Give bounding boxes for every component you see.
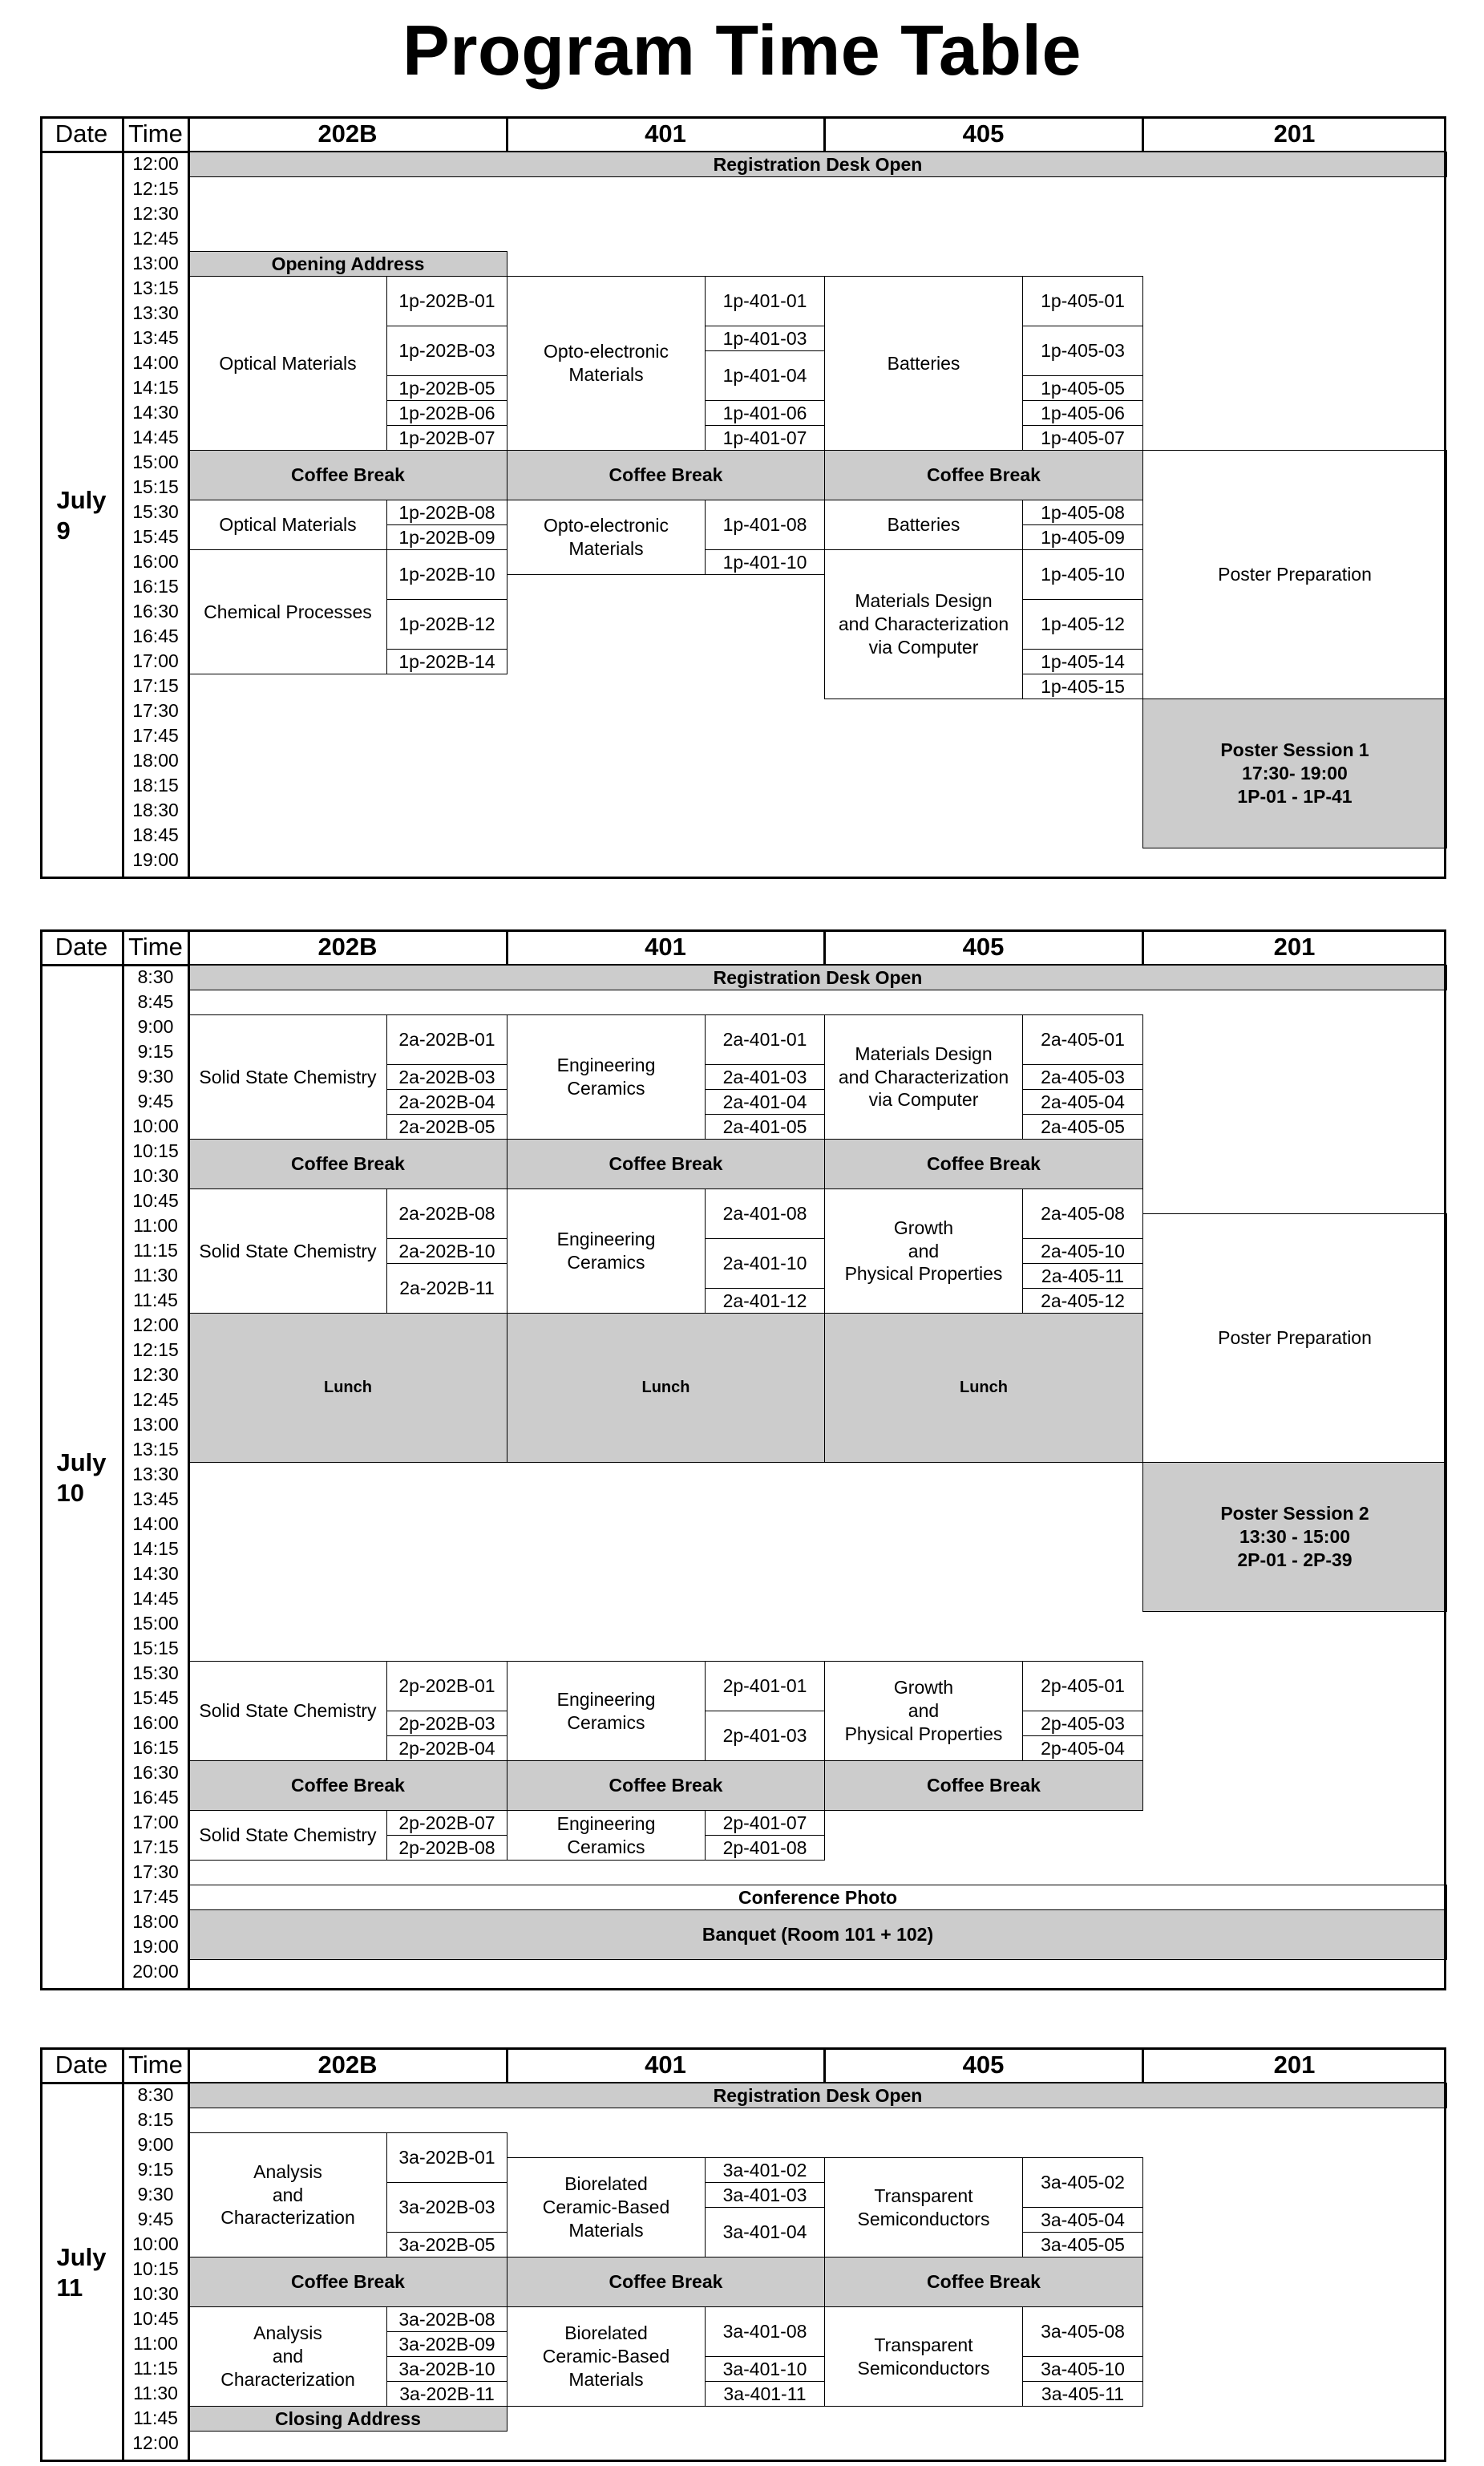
- session-3a-405-04[interactable]: 3a-405-04: [1022, 2207, 1143, 2233]
- session-materials-design[interactable]: Materials Design and Characterization via Computer: [824, 1014, 1023, 1140]
- time-label: 17:15: [132, 1836, 179, 1857]
- time-label: 17:00: [132, 650, 179, 671]
- session-3a-202b-01[interactable]: 3a-202B-01: [386, 2132, 507, 2183]
- time-label: 12:45: [132, 1389, 179, 1410]
- session-3a-202b-05[interactable]: 3a-202B-05: [386, 2232, 507, 2257]
- session-1p-405-09[interactable]: 1p-405-09: [1022, 524, 1143, 550]
- room-header-201: 201: [1273, 119, 1316, 148]
- time-label: 9:45: [137, 2209, 174, 2229]
- time-label: 17:45: [132, 725, 179, 746]
- time-label: 10:45: [132, 1190, 179, 1211]
- session-coffee-break[interactable]: Coffee Break: [507, 450, 825, 500]
- date-header: Date: [55, 2051, 108, 2079]
- time-label: 16:45: [132, 1787, 179, 1808]
- time-label: 11:00: [133, 1215, 178, 1236]
- session-3a-405-08[interactable]: 3a-405-08: [1022, 2306, 1143, 2357]
- time-label: 15:00: [132, 451, 179, 472]
- column-divider: [1142, 929, 1144, 965]
- date-label: July 10: [56, 1448, 107, 1507]
- time-label: 13:15: [132, 277, 179, 298]
- session-2p-405-03[interactable]: 2p-405-03: [1022, 1711, 1143, 1736]
- time-label: 12:30: [132, 203, 179, 224]
- room-header-401: 401: [645, 933, 686, 961]
- session-1p-401-08[interactable]: 1p-401-08: [705, 500, 825, 550]
- time-label: 15:30: [132, 1662, 179, 1683]
- time-label: 15:30: [132, 501, 179, 522]
- session-1p-405-01[interactable]: 1p-405-01: [1022, 276, 1143, 326]
- session-3a-401-02[interactable]: 3a-401-02: [705, 2157, 825, 2183]
- time-label: 12:15: [132, 1339, 179, 1360]
- time-label: 16:15: [132, 576, 179, 597]
- session-2p-202b-08[interactable]: 2p-202B-08: [386, 1835, 507, 1861]
- session-2a-202b-01[interactable]: 2a-202B-01: [386, 1014, 507, 1065]
- session-banquet-room-101-102[interactable]: Banquet (Room 101 + 102): [188, 1909, 1447, 1960]
- column-divider: [188, 2047, 190, 2462]
- session-analysis[interactable]: Analysis and Characterization: [188, 2306, 387, 2407]
- column-divider: [122, 929, 124, 1990]
- session-1p-202b-03[interactable]: 1p-202B-03: [386, 326, 507, 376]
- time-label: 10:15: [132, 1140, 179, 1161]
- session-batteries[interactable]: Batteries: [824, 276, 1023, 451]
- room-header-202b: 202B: [317, 119, 378, 148]
- session-3a-202b-09[interactable]: 3a-202B-09: [386, 2331, 507, 2357]
- time-label: 9:30: [137, 1066, 174, 1087]
- time-label: 11:30: [133, 2383, 178, 2403]
- day-table: [40, 929, 1446, 1990]
- column-divider: [823, 2047, 826, 2083]
- time-label: 12:00: [132, 1314, 179, 1335]
- time-label: 19:00: [132, 849, 179, 870]
- time-label: 14:30: [132, 402, 179, 423]
- session-2a-202b-08[interactable]: 2a-202B-08: [386, 1188, 507, 1239]
- session-2a-405-03[interactable]: 2a-405-03: [1022, 1064, 1143, 1090]
- room-header-401: 401: [645, 2051, 686, 2079]
- session-poster-preparation[interactable]: Poster Preparation: [1142, 450, 1447, 699]
- column-divider: [823, 929, 826, 965]
- session-conference-photo[interactable]: Conference Photo: [188, 1885, 1447, 1910]
- session-3a-202b-08[interactable]: 3a-202B-08: [386, 2306, 507, 2332]
- time-label: 20:00: [132, 1961, 179, 1982]
- session-1p-405-08[interactable]: 1p-405-08: [1022, 500, 1143, 525]
- time-label: 11:00: [133, 2333, 178, 2354]
- session-3a-401-03[interactable]: 3a-401-03: [705, 2182, 825, 2208]
- session-1p-405-12[interactable]: 1p-405-12: [1022, 599, 1143, 650]
- time-label: 16:45: [132, 626, 179, 646]
- session-lunch[interactable]: Lunch: [824, 1313, 1143, 1463]
- day-table: [40, 116, 1446, 879]
- session-coffee-break[interactable]: Coffee Break: [507, 2257, 825, 2307]
- time-label: 13:30: [132, 302, 179, 323]
- session-2a-405-04[interactable]: 2a-405-04: [1022, 1089, 1143, 1115]
- time-label: 11:30: [133, 1265, 178, 1286]
- date-label: July 11: [56, 2243, 107, 2302]
- time-header: Time: [128, 119, 183, 148]
- session-3a-405-11[interactable]: 3a-405-11: [1022, 2381, 1143, 2407]
- column-divider: [506, 116, 508, 152]
- session-poster-session-1[interactable]: Poster Session 1 17:30- 19:00 1P-01 - 1P-41: [1142, 698, 1447, 848]
- session-3a-405-02[interactable]: 3a-405-02: [1022, 2157, 1143, 2208]
- session-1p-401-07[interactable]: 1p-401-07: [705, 425, 825, 451]
- column-divider: [1142, 2047, 1144, 2083]
- column-divider: [188, 929, 190, 1990]
- session-coffee-break[interactable]: Coffee Break: [824, 1139, 1143, 1189]
- session-coffee-break[interactable]: Coffee Break: [507, 1139, 825, 1189]
- date-label: July 9: [56, 486, 107, 545]
- time-label: 11:45: [133, 1290, 178, 1310]
- room-header-405: 405: [962, 119, 1005, 148]
- session-coffee-break[interactable]: Coffee Break: [188, 450, 507, 500]
- session-transparent[interactable]: Transparent Semiconductors: [824, 2157, 1023, 2257]
- time-label: 13:00: [132, 253, 179, 273]
- time-label: 16:30: [132, 1762, 179, 1783]
- time-label: 10:15: [132, 2258, 179, 2279]
- session-2a-202b-04[interactable]: 2a-202B-04: [386, 1089, 507, 1115]
- time-label: 18:15: [132, 775, 179, 796]
- time-label: 13:45: [132, 1488, 179, 1509]
- session-3a-405-05[interactable]: 3a-405-05: [1022, 2232, 1143, 2257]
- date-header: Date: [55, 933, 108, 961]
- session-2a-401-05[interactable]: 2a-401-05: [705, 1114, 825, 1140]
- time-label: 17:15: [132, 675, 179, 696]
- session-2a-405-10[interactable]: 2a-405-10: [1022, 1238, 1143, 1264]
- session-lunch[interactable]: Lunch: [188, 1313, 507, 1463]
- session-engineering[interactable]: Engineering Ceramics: [507, 1661, 706, 1761]
- session-coffee-break[interactable]: Coffee Break: [824, 450, 1143, 500]
- time-label: 16:00: [132, 551, 179, 572]
- room-header-405: 405: [962, 2051, 1005, 2079]
- session-2p-401-03[interactable]: 2p-401-03: [705, 1711, 825, 1761]
- time-label: 15:15: [132, 476, 179, 497]
- session-1p-202b-10[interactable]: 1p-202B-10: [386, 549, 507, 600]
- time-label: 14:45: [132, 427, 179, 447]
- session-closing-address[interactable]: Closing Address: [188, 2406, 507, 2432]
- time-label: 9:30: [137, 2184, 174, 2205]
- column-divider: [823, 116, 826, 152]
- time-label: 9:45: [137, 1091, 174, 1112]
- session-opto-electronic[interactable]: Opto-electronic Materials: [507, 500, 706, 575]
- session-1p-405-03[interactable]: 1p-405-03: [1022, 326, 1143, 376]
- session-1p-401-01[interactable]: 1p-401-01: [705, 276, 825, 326]
- session-2a-401-12[interactable]: 2a-401-12: [705, 1288, 825, 1314]
- session-2a-401-01[interactable]: 2a-401-01: [705, 1014, 825, 1065]
- session-1p-202b-07[interactable]: 1p-202B-07: [386, 425, 507, 451]
- session-coffee-break[interactable]: Coffee Break: [824, 2257, 1143, 2307]
- time-label: 16:15: [132, 1737, 179, 1758]
- session-coffee-break[interactable]: Coffee Break: [188, 1760, 507, 1811]
- session-2p-401-07[interactable]: 2p-401-07: [705, 1810, 825, 1836]
- session-1p-405-15[interactable]: 1p-405-15: [1022, 674, 1143, 699]
- session-2p-401-08[interactable]: 2p-401-08: [705, 1835, 825, 1861]
- session-1p-202b-01[interactable]: 1p-202B-01: [386, 276, 507, 326]
- session-solid-state-chemistry[interactable]: Solid State Chemistry: [188, 1810, 387, 1861]
- session-lunch[interactable]: Lunch: [507, 1313, 825, 1463]
- time-label: 11:15: [133, 2358, 178, 2379]
- session-solid-state-chemistry[interactable]: Solid State Chemistry: [188, 1014, 387, 1140]
- session-growth[interactable]: Growth and Physical Properties: [824, 1661, 1023, 1761]
- session-registration-desk-open[interactable]: Registration Desk Open: [188, 152, 1447, 177]
- time-label: 15:00: [132, 1613, 179, 1634]
- time-header: Time: [128, 2051, 183, 2079]
- session-3a-401-10[interactable]: 3a-401-10: [705, 2356, 825, 2382]
- session-chemical-processes[interactable]: Chemical Processes: [188, 549, 387, 674]
- session-solid-state-chemistry[interactable]: Solid State Chemistry: [188, 1661, 387, 1761]
- session-1p-202b-05[interactable]: 1p-202B-05: [386, 375, 507, 401]
- session-2a-202b-05[interactable]: 2a-202B-05: [386, 1114, 507, 1140]
- session-registration-desk-open[interactable]: Registration Desk Open: [188, 965, 1447, 990]
- session-2a-202b-11[interactable]: 2a-202B-11: [386, 1263, 507, 1314]
- time-label: 18:30: [132, 800, 179, 820]
- column-divider: [188, 116, 190, 879]
- session-3a-202b-10[interactable]: 3a-202B-10: [386, 2356, 507, 2382]
- session-coffee-break[interactable]: Coffee Break: [507, 1760, 825, 1811]
- time-label: 12:30: [132, 1364, 179, 1385]
- session-engineering[interactable]: Engineering Ceramics: [507, 1810, 706, 1861]
- time-label: 14:45: [132, 1588, 179, 1609]
- session-2a-405-08[interactable]: 2a-405-08: [1022, 1188, 1143, 1239]
- session-coffee-break[interactable]: Coffee Break: [824, 1760, 1143, 1811]
- room-header-405: 405: [962, 933, 1005, 961]
- session-1p-401-10[interactable]: 1p-401-10: [705, 549, 825, 575]
- day-table: [40, 2047, 1446, 2462]
- time-label: 17:30: [132, 700, 179, 721]
- time-label: 15:45: [132, 526, 179, 547]
- session-2p-202b-07[interactable]: 2p-202B-07: [386, 1810, 507, 1836]
- time-label: 17:30: [132, 1861, 179, 1882]
- time-label: 11:15: [133, 1240, 178, 1261]
- time-label: 9:00: [137, 1016, 174, 1037]
- time-label: 19:00: [132, 1936, 179, 1957]
- time-label: 15:45: [132, 1687, 179, 1708]
- session-2p-202b-01[interactable]: 2p-202B-01: [386, 1661, 507, 1711]
- session-engineering[interactable]: Engineering Ceramics: [507, 1188, 706, 1314]
- room-header-202b: 202B: [317, 2051, 378, 2079]
- session-3a-401-04[interactable]: 3a-401-04: [705, 2207, 825, 2257]
- session-1p-202b-08[interactable]: 1p-202B-08: [386, 500, 507, 525]
- time-label: 12:45: [132, 228, 179, 249]
- session-1p-401-03[interactable]: 1p-401-03: [705, 326, 825, 351]
- session-2p-202b-03[interactable]: 2p-202B-03: [386, 1711, 507, 1736]
- time-label: 9:15: [137, 1041, 174, 1062]
- session-materials-design[interactable]: Materials Design and Characterization via Computer: [824, 549, 1023, 699]
- time-label: 14:30: [132, 1563, 179, 1584]
- session-optical-materials[interactable]: Optical Materials: [188, 500, 387, 550]
- date-header: Date: [55, 119, 108, 148]
- column-divider: [122, 116, 124, 879]
- time-label: 16:00: [132, 1712, 179, 1733]
- time-label: 10:45: [132, 2308, 179, 2329]
- session-3a-405-10[interactable]: 3a-405-10: [1022, 2356, 1143, 2382]
- time-label: 13:15: [132, 1439, 179, 1460]
- time-label: 8:45: [137, 991, 174, 1012]
- session-2a-401-04[interactable]: 2a-401-04: [705, 1089, 825, 1115]
- session-2p-405-04[interactable]: 2p-405-04: [1022, 1735, 1143, 1761]
- session-1p-202b-09[interactable]: 1p-202B-09: [386, 524, 507, 550]
- session-2a-202b-03[interactable]: 2a-202B-03: [386, 1064, 507, 1090]
- session-2p-405-01[interactable]: 2p-405-01: [1022, 1661, 1143, 1711]
- time-label: 13:30: [132, 1464, 179, 1484]
- time-label: 8:30: [137, 2084, 174, 2105]
- session-2a-401-08[interactable]: 2a-401-08: [705, 1188, 825, 1239]
- session-1p-405-05[interactable]: 1p-405-05: [1022, 375, 1143, 401]
- time-header: Time: [128, 933, 183, 961]
- session-coffee-break[interactable]: Coffee Break: [188, 2257, 507, 2307]
- session-1p-202b-06[interactable]: 1p-202B-06: [386, 400, 507, 426]
- session-poster-preparation[interactable]: Poster Preparation: [1142, 1213, 1447, 1463]
- page-title: Program Time Table: [402, 10, 1082, 90]
- column-divider: [122, 2047, 124, 2462]
- time-label: 14:15: [132, 1538, 179, 1559]
- session-transparent[interactable]: Transparent Semiconductors: [824, 2306, 1023, 2407]
- session-3a-401-08[interactable]: 3a-401-08: [705, 2306, 825, 2357]
- time-label: 16:30: [132, 601, 179, 622]
- session-1p-202b-14[interactable]: 1p-202B-14: [386, 649, 507, 674]
- room-header-401: 401: [645, 119, 686, 148]
- session-analysis[interactable]: Analysis and Characterization: [188, 2132, 387, 2257]
- session-2a-405-05[interactable]: 2a-405-05: [1022, 1114, 1143, 1140]
- session-registration-desk-open[interactable]: Registration Desk Open: [188, 2083, 1447, 2108]
- session-2a-202b-10[interactable]: 2a-202B-10: [386, 1238, 507, 1264]
- time-label: 10:00: [132, 1116, 179, 1136]
- session-2p-401-01[interactable]: 2p-401-01: [705, 1661, 825, 1711]
- time-label: 10:00: [132, 2233, 179, 2254]
- time-label: 11:45: [133, 2407, 178, 2428]
- time-label: 14:15: [132, 377, 179, 398]
- time-label: 13:45: [132, 327, 179, 348]
- session-opto-electronic[interactable]: Opto-electronic Materials: [507, 276, 706, 451]
- time-label: 13:00: [132, 1414, 179, 1435]
- session-3a-202b-03[interactable]: 3a-202B-03: [386, 2182, 507, 2233]
- time-label: 12:00: [132, 153, 179, 174]
- time-label: 17:00: [132, 1812, 179, 1832]
- room-header-201: 201: [1273, 2051, 1316, 2079]
- session-1p-405-14[interactable]: 1p-405-14: [1022, 649, 1143, 674]
- session-2a-401-10[interactable]: 2a-401-10: [705, 1238, 825, 1289]
- session-1p-405-10[interactable]: 1p-405-10: [1022, 549, 1143, 600]
- session-1p-401-06[interactable]: 1p-401-06: [705, 400, 825, 426]
- time-label: 14:00: [132, 1513, 179, 1534]
- session-1p-405-07[interactable]: 1p-405-07: [1022, 425, 1143, 451]
- time-label: 9:00: [137, 2134, 174, 2155]
- time-label: 12:15: [132, 178, 179, 199]
- session-2a-405-01[interactable]: 2a-405-01: [1022, 1014, 1143, 1065]
- session-solid-state-chemistry[interactable]: Solid State Chemistry: [188, 1188, 387, 1314]
- time-label: 8:15: [137, 2109, 174, 2130]
- session-batteries[interactable]: Batteries: [824, 500, 1023, 550]
- session-1p-401-04[interactable]: 1p-401-04: [705, 350, 825, 401]
- column-divider: [506, 929, 508, 965]
- time-label: 15:15: [132, 1638, 179, 1658]
- room-header-202b: 202B: [317, 933, 378, 961]
- column-divider: [1142, 116, 1144, 152]
- session-1p-202b-12[interactable]: 1p-202B-12: [386, 599, 507, 650]
- room-header-201: 201: [1273, 933, 1316, 961]
- time-label: 8:30: [137, 966, 174, 987]
- time-label: 10:30: [132, 2283, 179, 2304]
- session-3a-401-11[interactable]: 3a-401-11: [705, 2381, 825, 2407]
- column-divider: [506, 2047, 508, 2083]
- session-biorelated[interactable]: Biorelated Ceramic-Based Materials: [507, 2306, 706, 2407]
- session-3a-202b-11[interactable]: 3a-202B-11: [386, 2381, 507, 2407]
- time-label: 10:30: [132, 1165, 179, 1186]
- session-2a-405-11[interactable]: 2a-405-11: [1022, 1263, 1143, 1289]
- session-2a-401-03[interactable]: 2a-401-03: [705, 1064, 825, 1090]
- session-engineering[interactable]: Engineering Ceramics: [507, 1014, 706, 1140]
- session-optical-materials[interactable]: Optical Materials: [188, 276, 387, 451]
- time-label: 18:45: [132, 824, 179, 845]
- session-growth[interactable]: Growth and Physical Properties: [824, 1188, 1023, 1314]
- session-2a-405-12[interactable]: 2a-405-12: [1022, 1288, 1143, 1314]
- session-2p-202b-04[interactable]: 2p-202B-04: [386, 1735, 507, 1761]
- time-label: 18:00: [132, 750, 179, 771]
- session-opening-address[interactable]: Opening Address: [188, 251, 507, 277]
- time-label: 18:00: [132, 1911, 179, 1932]
- session-coffee-break[interactable]: Coffee Break: [188, 1139, 507, 1189]
- session-1p-405-06[interactable]: 1p-405-06: [1022, 400, 1143, 426]
- session-poster-session-2[interactable]: Poster Session 2 13:30 - 15:00 2P-01 - 2P-39: [1142, 1462, 1447, 1612]
- time-label: 12:00: [132, 2432, 179, 2453]
- session-biorelated[interactable]: Biorelated Ceramic-Based Materials: [507, 2157, 706, 2257]
- time-label: 9:15: [137, 2159, 174, 2180]
- time-label: 17:45: [132, 1886, 179, 1907]
- time-label: 14:00: [132, 352, 179, 373]
